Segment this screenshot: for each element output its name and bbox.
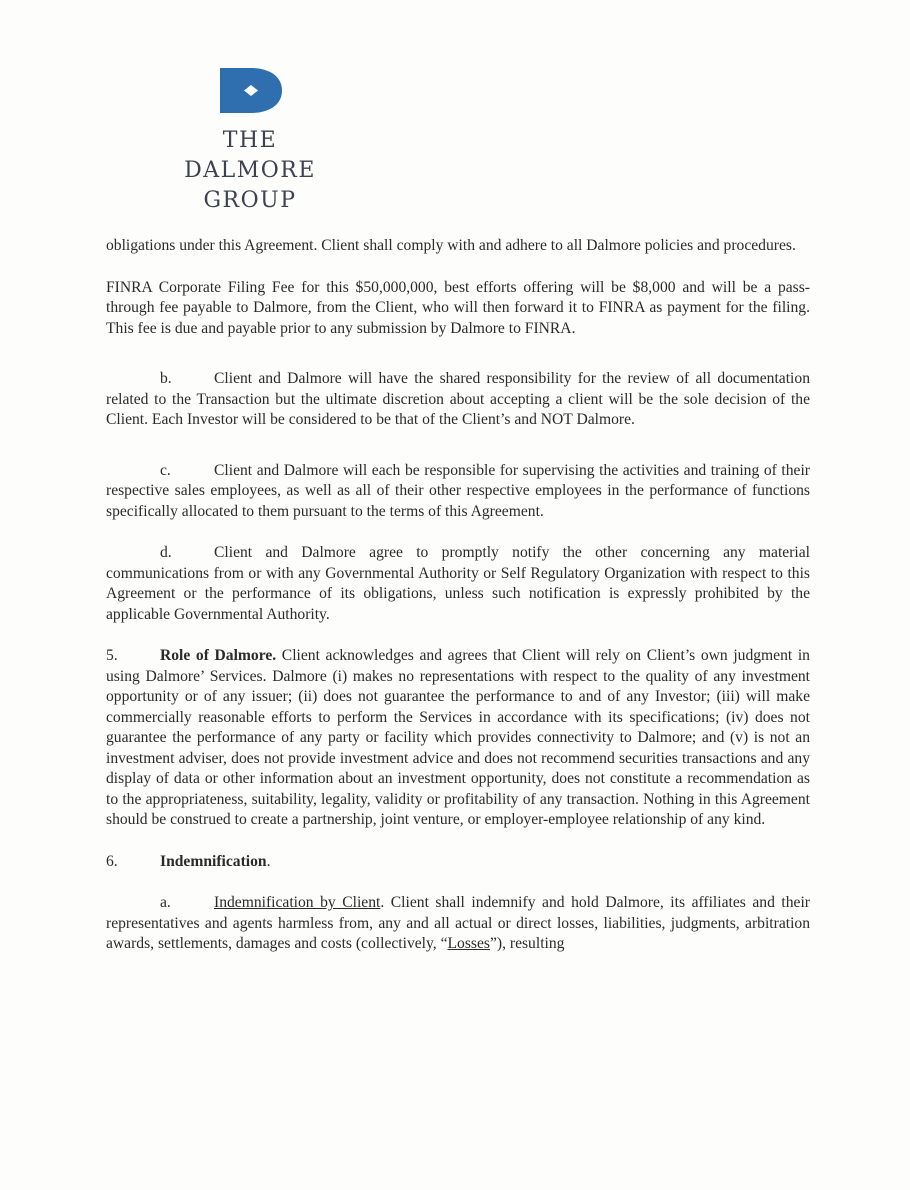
logo-line-dalmore: DALMORE bbox=[184, 158, 316, 183]
clause-d-text: Client and Dalmore agree to promptly notify the other concerning any material communications from or with any Governmental Authority or Self Regulatory Organization with respect to this Agreement or the performance of its obligations, unless such notification is expressly prohibited by the applicable Governmental Authority. bbox=[106, 544, 810, 623]
clause-b bbox=[106, 369, 810, 431]
clause-6a-text-2: ”), resulting bbox=[489, 935, 565, 952]
clause-b-label: b. bbox=[160, 370, 172, 387]
clause-b-text: Client and Dalmore will have the shared responsibility for the review of all documentation related to the Transaction but the ultimate discretion about accepting a client will be the sole decision of the Client. Each Investor will be considered to be that of the Client’s and NOT Dalmore. bbox=[106, 370, 810, 428]
document-body bbox=[106, 236, 810, 955]
paragraph-obligations: obligations under this Agreement. Client shall comply with and adhere to all Dalmore policies and procedures. bbox=[106, 237, 796, 254]
clause-6a-label: a. bbox=[160, 894, 171, 911]
section-6-number: 6. bbox=[106, 852, 118, 870]
section-6-heading bbox=[106, 852, 810, 873]
clause-c bbox=[106, 461, 810, 523]
section-5 bbox=[106, 646, 810, 831]
clause-6a-text-1: . Client shall indemnify and hold Dalmore, its affiliates and their representatives and agents harmless from, any and all actual or direct losses, liabilities, judgments, arbitration awards, settlements, damages and costs (collectively, “ bbox=[106, 894, 810, 952]
clause-d bbox=[106, 543, 810, 625]
clause-6a-title: Indemnification by Client bbox=[214, 894, 381, 911]
logo-line-group: GROUP bbox=[203, 188, 297, 213]
paragraph-finra-fee: FINRA Corporate Filing Fee for this $50,000,000, best efforts offering will be $8,000 and will be a pass- through fee payable to Dalmore, from the Client, who will then forward it to FINRA as payment for the filing. This fee is due and payable prior to any submission by Dalmore to FINRA. bbox=[106, 278, 810, 337]
section-6-period: . bbox=[266, 852, 271, 870]
section-5-title: Role of Dalmore. bbox=[160, 647, 277, 664]
clause-d-label: d. bbox=[160, 544, 172, 561]
clause-c-text: Client and Dalmore will each be responsible for supervising the activities and training of their respective sales employees, as well as all of their other respective employees in the performance of functions specifically allocated to them pursuant to the terms of this Agreement. bbox=[106, 461, 810, 520]
logo-line-the: THE bbox=[222, 128, 278, 153]
dalmore-logo bbox=[150, 68, 350, 218]
dalmore-d-mark-icon bbox=[220, 68, 282, 113]
clause-6a bbox=[106, 893, 810, 955]
section-6-title: Indemnification bbox=[160, 852, 267, 870]
clause-c-label: c. bbox=[160, 461, 171, 479]
section-5-text: Client acknowledges and agrees that Client will rely on Client’s own judgment in using Dalmore’ Services. Dalmore (i) makes no representations with respect to the quality of any investment opportunity or of any issuer; (ii) does not guarantee the performance to and of any Investor; (iii) will make commercially reasonable efforts to perform the Services in accordance with its specifications; (iv) does not guarantee the performance of any party or facility which provides connectivity to Dalmore; and (v) is not an investment adviser, does not provide investment advice and does not recommend securities transactions and any display of data or other information about an investment opportunity, does not constitute a recommendation as to the appropriateness, suitability, legality, validity or profitability of any transaction. Nothing in this Agreement should be construed to create a partnership, joint venture, or employer-employee relationship of any kind. bbox=[106, 647, 810, 828]
section-5-number: 5. bbox=[106, 647, 118, 664]
losses-term: Losses bbox=[447, 935, 490, 952]
logo-wordmark bbox=[150, 126, 350, 216]
